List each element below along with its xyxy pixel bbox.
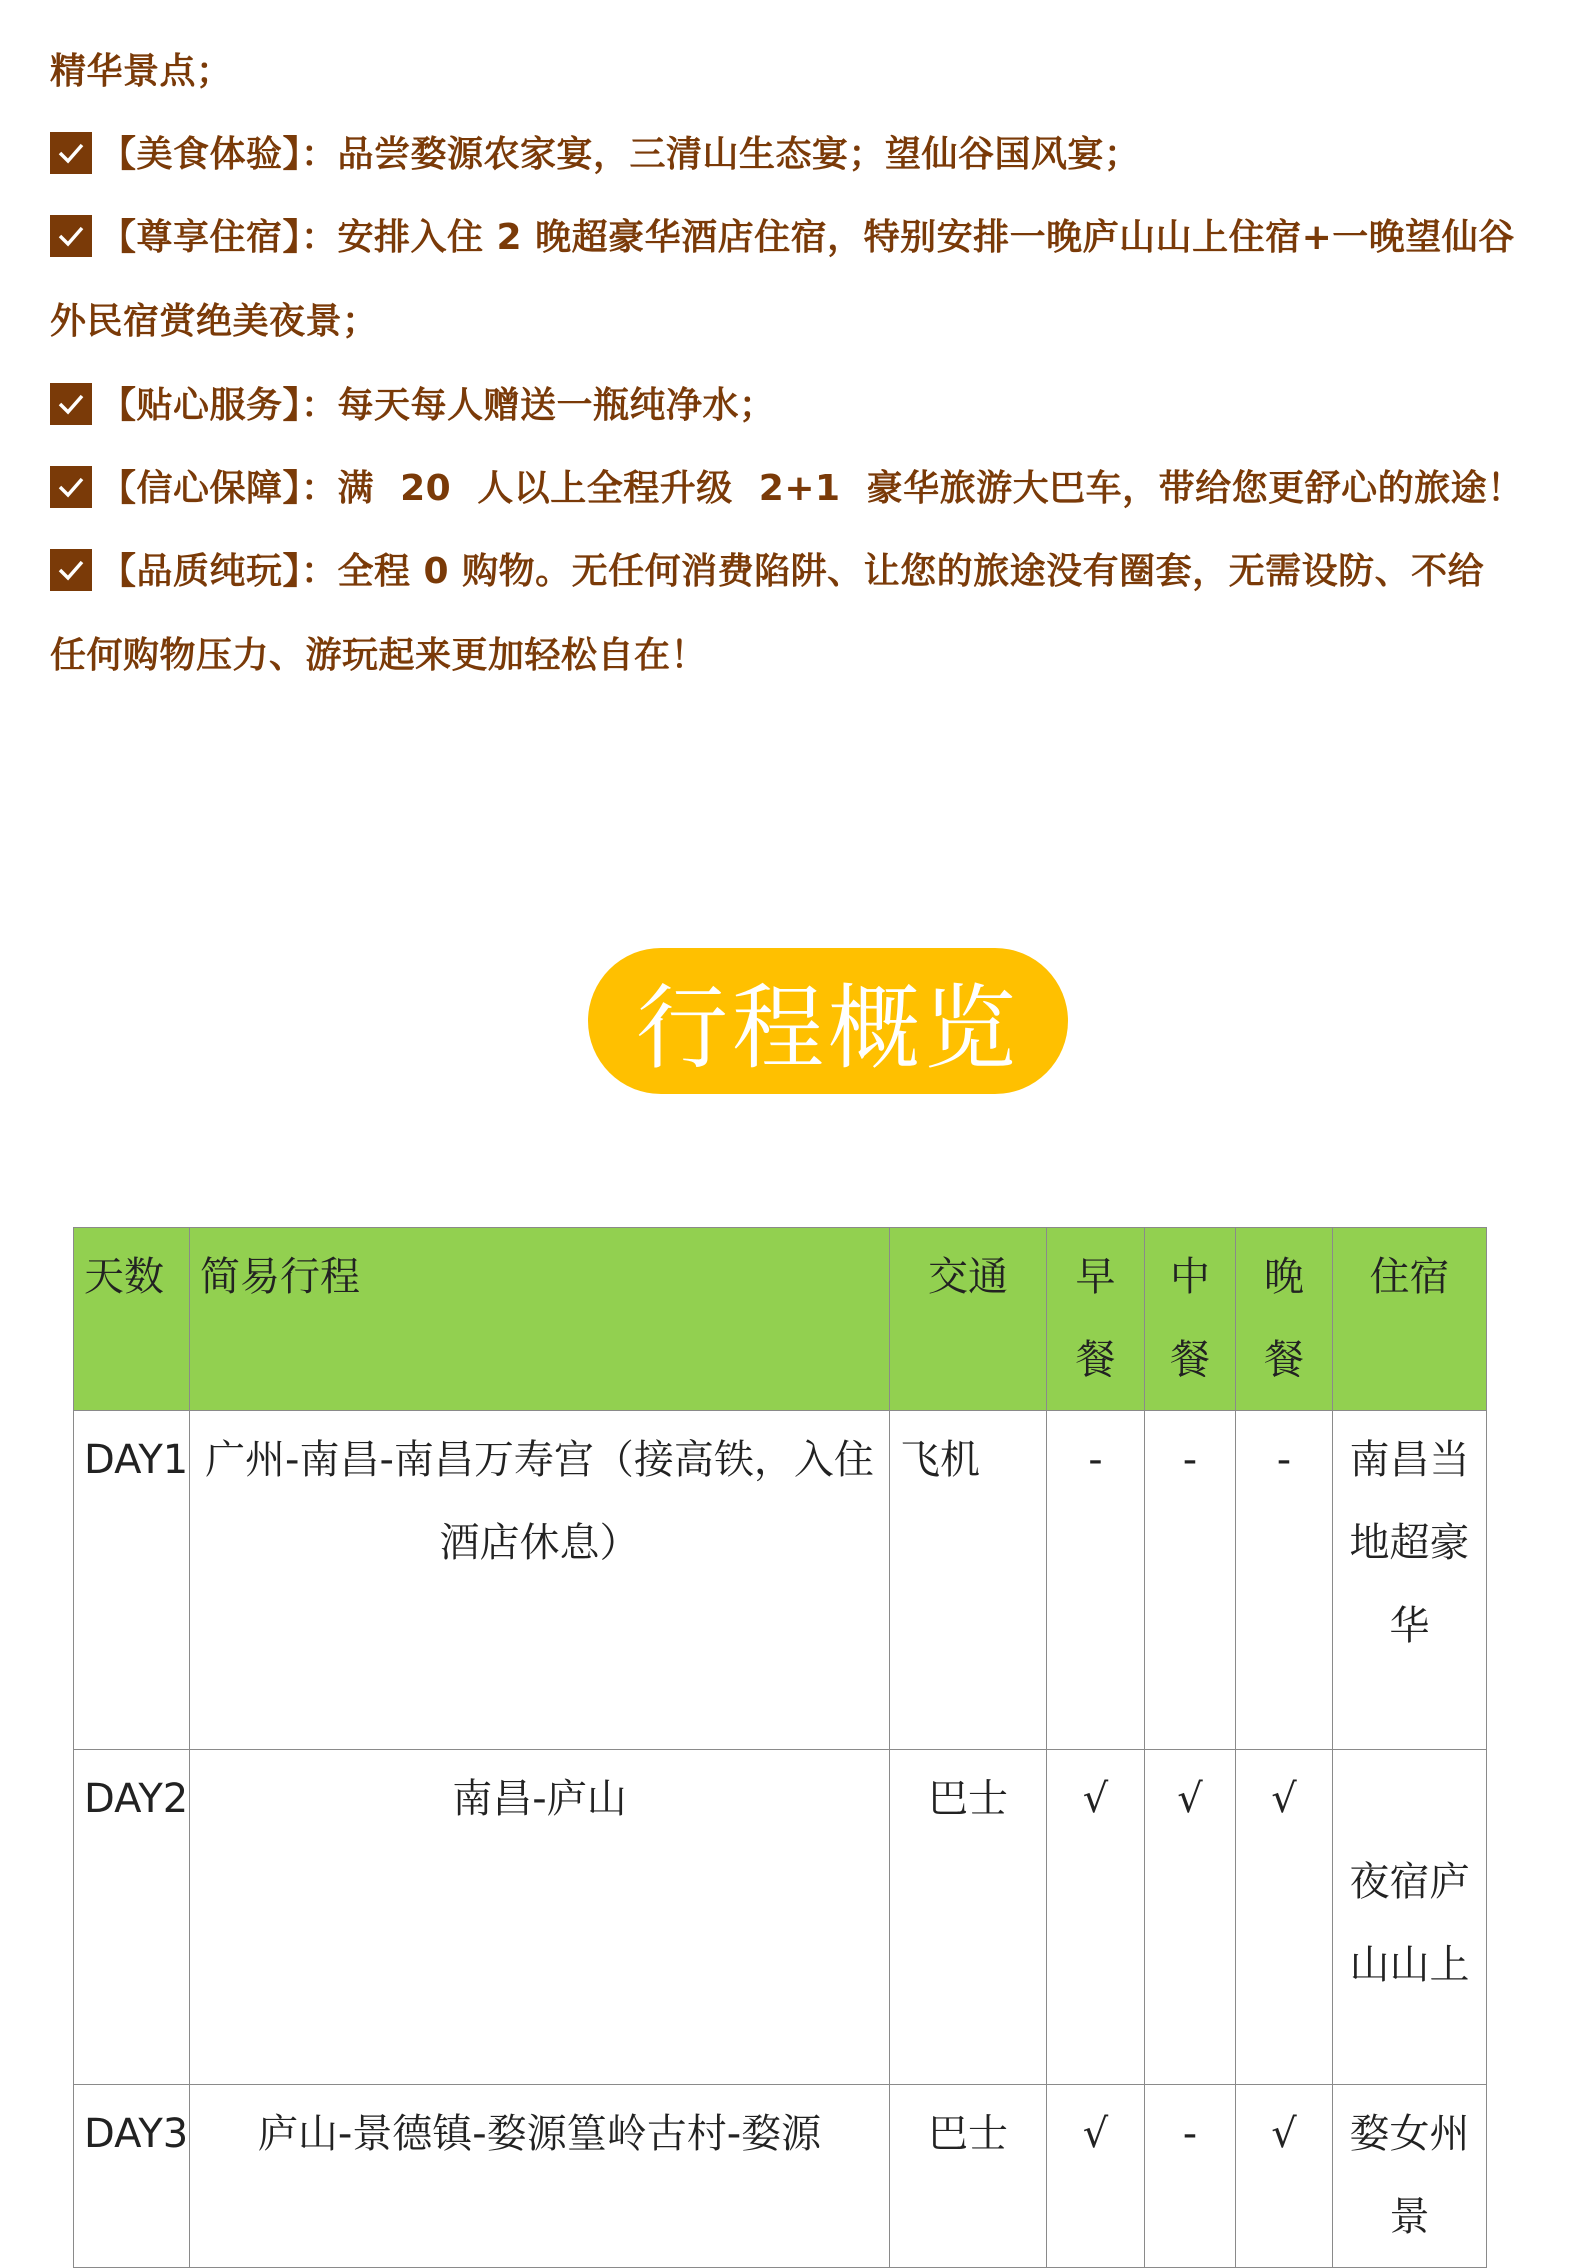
table-row (74, 1750, 1487, 2085)
breakfast-cell: - (1047, 1411, 1145, 1750)
header-dinner: 晚餐 (1236, 1228, 1333, 1411)
day-cell: DAY2 (74, 1750, 190, 2085)
checkbox-icon (50, 466, 92, 508)
hotel-cell-text: 夜宿庐山山上 (1349, 1859, 1470, 1988)
dinner-cell: - (1236, 1411, 1333, 1750)
header-day: 天数 (74, 1228, 190, 1411)
highlight-guarantee (50, 465, 1524, 513)
route-cell: 庐山-景德镇-婺源篁岭古村-婺源 (190, 2085, 890, 2268)
highlight-service (50, 382, 776, 430)
breakfast-cell: √ (1047, 2085, 1145, 2268)
header-breakfast: 早餐 (1047, 1228, 1145, 1411)
highlight-quality-text: 【品质纯玩】：全程 0 购物。无任何消费陷阱、让您的旅途没有圈套，无需设防、不给 (100, 551, 1485, 592)
lunch-cell: - (1145, 1411, 1236, 1750)
table-row (74, 2085, 1487, 2268)
highlight-guarantee-text: 【信心保障】：满 20 人以上全程升级 2+1 豪华旅游大巴车，带给您更舒心的旅途！ (100, 468, 1524, 509)
checkbox-icon (50, 215, 92, 257)
itinerary-table (73, 1227, 1487, 2268)
day-cell: DAY1 (74, 1411, 190, 1750)
section-title-pill (588, 948, 1068, 1094)
header-lunch: 中餐 (1145, 1228, 1236, 1411)
highlight-quality-cont: 任何购物压力、游玩起来更加轻松自在！ (50, 635, 708, 676)
hotel-cell (1333, 1750, 1487, 2085)
highlights-intro: 精华景点； (50, 51, 233, 92)
transport-cell: 飞机 (890, 1411, 1047, 1750)
route-cell: 广州-南昌-南昌万寿宫（接高铁，入住酒店休息） (190, 1411, 890, 1750)
table-header-row (74, 1228, 1487, 1411)
highlight-stay-cont: 外民宿赏绝美夜景； (50, 301, 379, 342)
route-cell: 南昌-庐山 (190, 1750, 890, 2085)
highlight-service-text: 【贴心服务】：每天每人赠送一瓶纯净水； (100, 385, 776, 426)
lunch-cell: √ (1145, 1750, 1236, 2085)
highlight-food (50, 131, 1141, 179)
day-cell: DAY3 (74, 2085, 190, 2268)
header-hotel: 住宿 (1333, 1228, 1487, 1411)
highlight-quality (50, 548, 1484, 596)
highlight-stay-text: 【尊享住宿】：安排入住 2 晚超豪华酒店住宿，特别安排一晚庐山山上住宿+一晚望仙谷 (100, 217, 1515, 258)
header-transport: 交通 (890, 1228, 1047, 1411)
highlight-food-text: 【美食体验】：品尝婺源农家宴，三清山生态宴；望仙谷国风宴； (100, 134, 1141, 175)
breakfast-cell: √ (1047, 1750, 1145, 2085)
hotel-cell: 婺女州景 (1333, 2085, 1487, 2268)
highlight-stay (50, 214, 1515, 262)
table-row (74, 1411, 1487, 1750)
transport-cell: 巴士 (890, 1750, 1047, 2085)
transport-cell: 巴士 (890, 2085, 1047, 2268)
checkbox-icon (50, 383, 92, 425)
dinner-cell: √ (1236, 1750, 1333, 2085)
checkbox-icon (50, 549, 92, 591)
hotel-cell: 南昌当地超豪华 (1333, 1411, 1487, 1750)
checkbox-icon (50, 132, 92, 174)
lunch-cell: - (1145, 2085, 1236, 2268)
header-route: 简易行程 (190, 1228, 890, 1411)
dinner-cell: √ (1236, 2085, 1333, 2268)
section-title: 行程概览 (635, 975, 1020, 1082)
